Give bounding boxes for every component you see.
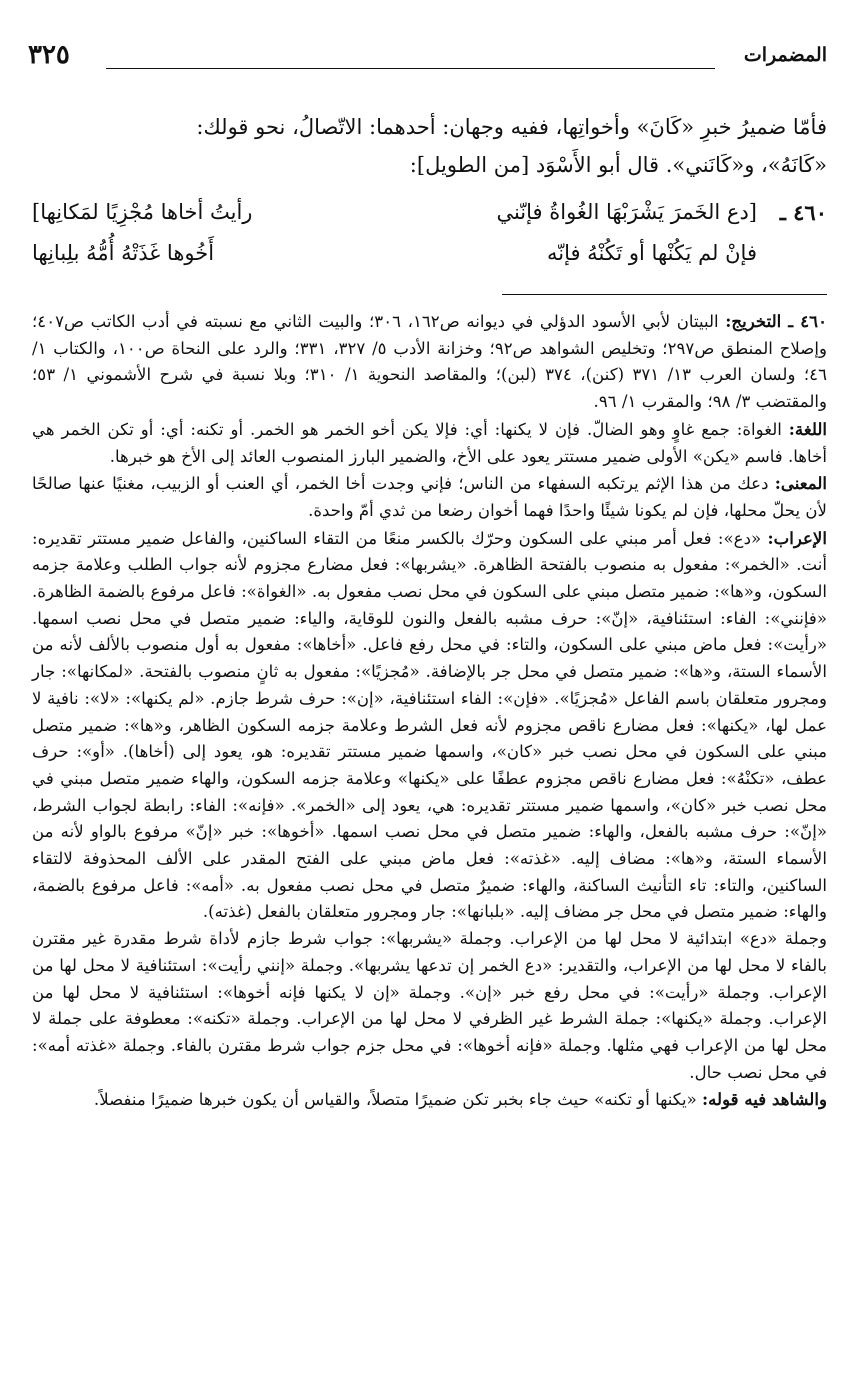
note-text: الغواة: جمع غاوٍ وهو الضالّ. فإن لا يكنها: أي: فإلا يكن أخو الخمر هو الخمر. أو تكنه: أي: أو تكن الخمر هي أخاها. فاسم «يكن» الأولى ضمير مستتر يعود على الأخ، والضمير البارز المنصوب العائد إلى الأخ هو خبرها. <box>32 419 827 466</box>
note-takhrij <box>32 308 827 416</box>
verse-first-hemistich: [دع الخَمرَ يَشْرَبْهَا الغُواةُ فإنّني <box>496 200 757 224</box>
verse-second-hemistich: رأيتُ أخاها مُجْزِيًا لمَكانِها] <box>32 200 253 224</box>
verse-first-hemistich: فإنْ لم يَكُنْها أو تَكُنْهُ فإنّه <box>546 241 757 265</box>
note-jumal <box>32 926 827 1086</box>
verse-second-hemistich: أَخُوها غَذَتْهُ أُمُّهُ بلِبانِها <box>32 241 215 265</box>
note-label: اللغة: <box>788 418 827 439</box>
running-header <box>28 40 827 84</box>
main-text <box>32 108 827 184</box>
note-label: والشاهد فيه قوله: <box>702 1089 827 1110</box>
main-text-line: «كَانَهُ»، و«كَانَني». قال أبو الأَسْوَد [من الطويل]: <box>409 153 827 177</box>
note-irab <box>32 525 827 927</box>
main-text-line: فأمّا ضميرُ خبرِ «كَانَ» وأخواتِها، ففيه وجهان: أحدهما: الاتّصالُ، نحو قولك: <box>196 115 827 139</box>
note-label: ٤٦٠ ـ التخريج: <box>725 311 827 331</box>
note-label: المعنى: <box>774 473 827 494</box>
note-maana <box>32 470 827 524</box>
note-label: الإعراب: <box>767 527 827 548</box>
note-text: البيتان لأبي الأسود الدؤلي في ديوانه ص١٦٢، ٣٠٦؛ والبيت الثاني مع نسبته في أدب الكاتب ص٤٠٧؛ وإصلاح المنطق ص٢٩٧؛ وتخليص الشواهد ص٩٢؛ وخزانة الأدب ٥/ ٣٢٧، ٣٣١؛ والرد على النحاة ص١٠٠، والكتاب ١/ ٤٦؛ ولسان العرب ١٣/ ٣٧١ (كنن)، ٣٧٤ (لبن)؛ والمقاصد النحوية ١/ ٣١٠؛ وبلا نسبة في شرح الأشموني ١/ ٥٣؛ والمقتضب ٣/ ٩٨؛ والمقرب ١/ ٩٦. <box>32 312 827 412</box>
header-rule <box>106 68 715 69</box>
note-text: وجملة «دع» ابتدائية لا محل لها من الإعراب. وجملة «يشربها»: جواب شرط جازم لأداة شرط مقدرة غير مقترن بالفاء لا محل لها من الإعراب، والتقدير: «دع الخمر إن تدعها يشربها». وجملة «إنني رأيت»: استئنافية لا محل لها من الإعراب. وجملة «رأيت»: في محل رفع خبر «إن». وجملة «إن لا يكنها فإنه أخوها»: استئنافية لا محل لها من الإعراب. وجملة «يكنها»: جملة الشرط غير الظرفي لا محل لها من الإعراب. وجملة «تكنه»: معطوفة على جملة لا محل لها من الإعراب فهي مثلها. وجملة «فإنه أخوها»: في محل جزم جواب شرط مقترن بالفاء. وجملة «غذته أمه»: في محل نصب حال. <box>32 929 827 1082</box>
footnotes <box>32 308 827 1114</box>
note-text: «يكنها أو تكنه» حيث جاء بخبر تكن ضميرًا متصلاً، والقياس أن يكون خبرها ضميرًا منفصلاً. <box>93 1090 697 1110</box>
note-shahid <box>32 1086 827 1114</box>
footnote-rule <box>502 294 827 295</box>
page-number: ٣٢٥ <box>28 40 70 70</box>
note-text: «دع»: فعل أمر مبني على السكون وحرّك بالكسر منعًا من التقاء الساكنين، والفاعل ضمير مستتر تقديره: أنت. «الخمر»: مفعول به منصوب بالفتحة الظاهرة. «يشربها»: فعل مضارع مجزوم لأنه جواب الطلب وعلامة جزمه السكون، و«ها»: ضمير متصل مبني على السكون في محل نصب مفعول به. «الغواة»: فاعل مرفوع بالضمة الظاهرة. «فإنني»: الفاء: استئنافية، «إنّ»: حرف مشبه بالفعل والنون للوقاية، والياء: ضمير متصل في محل نصب اسمها. «رأيت»: فعل ماض مبني على السكون، والتاء: في محل رفع فاعل. «أخاها»: مفعول به أول منصوب بالألف لأنه من الأسماء الستة، و«ها»: ضمير متصل في محل جر بالإضافة. «مُجزيًا»: مفعول به ثانٍ منصوب بالفتحة. «لمكانها»: جار ومجرور متعلقان باسم الفاعل «مُجزيًا». «فإن»: الفاء استئنافية، «إن»: حرف شرط جازم. «لم يكنها»: «لا»: نافية لا عمل لها، «يكنها»: فعل مضارع ناقص مجزوم لأنه فعل الشرط وعلامة جزمه السكون الظاهر، و«ها»: ضمير متصل مبني على السكون في محل نصب خبر «كان»، واسمها ضمير مستتر تقديره: هو، يعود إلى (أخاها). «أو»: حرف عطف، «تكنْهُ»: فعل مضارع ناقص مجزوم عطفًا على «يكنها» وعلامة جزمه السكون، والهاء ضمير متصل مبني في محل نصب خبر «كان»، واسمها ضمير مستتر تقديره: هي، يعود إلى «الخمر». «فإنه»: الفاء: رابطة لجواب الشرط، «إنّ»: حرف مشبه بالفعل، والهاء: ضمير متصل في محل نصب اسمها. «أخوها»: خبر «إنّ» مرفوع بالواو لأنه من الأسماء الستة، و«ها»: مضاف إليه. «غذته»: فعل ماض مبني على الفتح المقدر على الألف المحذوفة لالتقاء الساكنين، والتاء: تاء التأنيث الساكنة، والهاء: ضميرٌ متصل في محل نصب مفعول به. «أمه»: فاعل مرفوع بالضمة، والهاء: ضمير متصل في محل جر مضاف إليه. «بلبانها»: جار ومجرور متعلقان بالفعل (غذته). <box>32 528 827 922</box>
note-lugha <box>32 416 827 470</box>
chapter-title: المضمرات <box>743 44 827 66</box>
note-text: دعك من هذا الإثم يرتكبه السفهاء من الناس؛ فإني وجدت أخا الخمر، أي العنب أو الزبيب، مغنيًا عنها صالحًا لأن يحلّ محلها، فإن لم يكونا شيئًا واحدًا فهما أخوان رضعا من ثدي أمّ واحدة. <box>32 474 827 520</box>
verse-number: ٤٦٠ ـ <box>779 200 827 225</box>
